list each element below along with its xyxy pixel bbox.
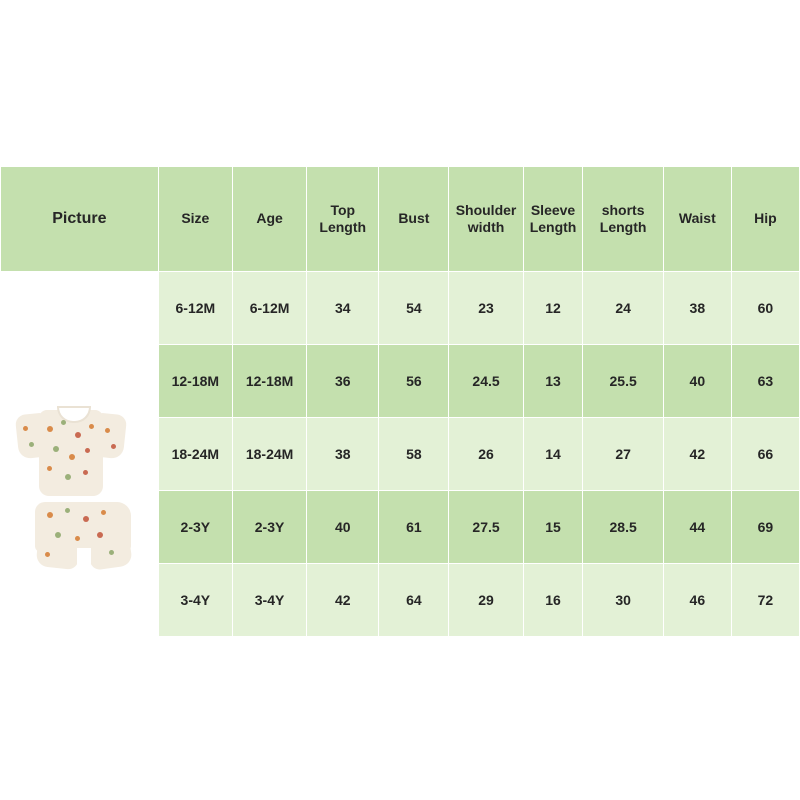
column-header-sleeve-length xyxy=(523,167,583,272)
column-header-shoulder-width xyxy=(449,167,523,272)
column-header-bust: Bust xyxy=(379,167,449,272)
cell-hip: 69 xyxy=(731,491,799,564)
cell-size: 6-12M xyxy=(158,272,232,345)
cell-size: 3-4Y xyxy=(158,564,232,637)
cell-waist: 44 xyxy=(663,491,731,564)
column-header-top-length-line1: Top xyxy=(330,201,356,218)
cell-shorts-length: 28.5 xyxy=(583,491,663,564)
cell-shorts-length: 27 xyxy=(583,418,663,491)
cell-hip: 72 xyxy=(731,564,799,637)
cell-top-length: 38 xyxy=(307,418,379,491)
column-header-age: Age xyxy=(232,167,306,272)
size-chart-table xyxy=(0,166,800,637)
cell-shorts-length: 25.5 xyxy=(583,345,663,418)
cell-age: 6-12M xyxy=(232,272,306,345)
column-header-shorts-length-line2: Length xyxy=(599,219,647,235)
cell-bust: 61 xyxy=(379,491,449,564)
header-row xyxy=(1,167,800,272)
cell-waist: 38 xyxy=(663,272,731,345)
column-header-shorts-length xyxy=(583,167,663,272)
cell-sleeve-length: 14 xyxy=(523,418,583,491)
shorts-illustration xyxy=(35,502,131,574)
table-body xyxy=(1,272,800,637)
cell-bust: 58 xyxy=(379,418,449,491)
column-header-hip: Hip xyxy=(731,167,799,272)
cell-bust: 64 xyxy=(379,564,449,637)
table-header xyxy=(1,167,800,272)
cell-size: 18-24M xyxy=(158,418,232,491)
cell-shoulder-width: 29 xyxy=(449,564,523,637)
column-header-size: Size xyxy=(158,167,232,272)
column-header-shoulder-width-line2: width xyxy=(467,219,505,235)
cell-hip: 60 xyxy=(731,272,799,345)
cell-sleeve-length: 15 xyxy=(523,491,583,564)
table-row xyxy=(1,272,800,345)
shorts-leg-left xyxy=(36,536,81,570)
cell-age: 12-18M xyxy=(232,345,306,418)
column-header-shoulder-width-line1: Shoulder xyxy=(455,201,517,218)
column-header-shorts-length-line1: shorts xyxy=(601,201,645,218)
cell-hip: 66 xyxy=(731,418,799,491)
cell-shorts-length: 30 xyxy=(583,564,663,637)
column-header-sleeve-length-line2: Length xyxy=(529,219,577,235)
baby-outfit-photo xyxy=(1,274,154,634)
cell-hip: 63 xyxy=(731,345,799,418)
cell-shoulder-width: 23 xyxy=(449,272,523,345)
column-header-picture: Picture xyxy=(1,167,159,272)
column-header-waist: Waist xyxy=(663,167,731,272)
cell-waist: 46 xyxy=(663,564,731,637)
cell-sleeve-length: 13 xyxy=(523,345,583,418)
cell-waist: 42 xyxy=(663,418,731,491)
cell-top-length: 34 xyxy=(307,272,379,345)
cell-size: 12-18M xyxy=(158,345,232,418)
cell-sleeve-length: 12 xyxy=(523,272,583,345)
cell-waist: 40 xyxy=(663,345,731,418)
cell-age: 2-3Y xyxy=(232,491,306,564)
cell-shoulder-width: 27.5 xyxy=(449,491,523,564)
cell-bust: 54 xyxy=(379,272,449,345)
column-header-top-length xyxy=(307,167,379,272)
top-illustration xyxy=(17,404,125,496)
cell-size: 2-3Y xyxy=(158,491,232,564)
column-header-sleeve-length-line1: Sleeve xyxy=(530,201,576,218)
cell-shoulder-width: 26 xyxy=(449,418,523,491)
cell-top-length: 40 xyxy=(307,491,379,564)
cell-age: 18-24M xyxy=(232,418,306,491)
outfit-illustration xyxy=(1,274,154,634)
shorts-crotch-notch xyxy=(77,548,91,570)
cell-shoulder-width: 24.5 xyxy=(449,345,523,418)
cell-bust: 56 xyxy=(379,345,449,418)
cell-sleeve-length: 16 xyxy=(523,564,583,637)
cell-top-length: 42 xyxy=(307,564,379,637)
cell-shorts-length: 24 xyxy=(583,272,663,345)
column-header-top-length-line2: Length xyxy=(319,219,367,235)
cell-top-length: 36 xyxy=(307,345,379,418)
size-chart-container xyxy=(0,166,800,637)
cell-age: 3-4Y xyxy=(232,564,306,637)
product-photo-cell xyxy=(1,272,159,637)
